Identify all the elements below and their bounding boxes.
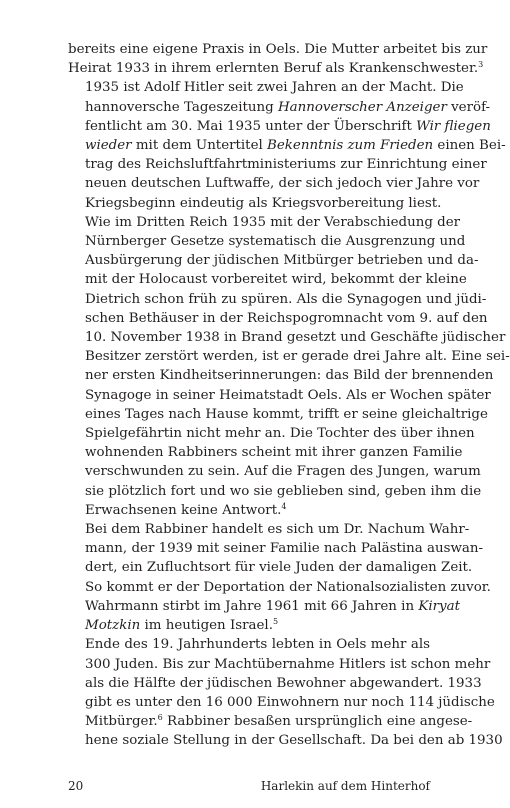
text-line	[68, 693, 495, 712]
text-run: Ende des 19. Jahrhunderts lebten in Oels mehr als	[85, 637, 430, 653]
text-line	[68, 78, 464, 97]
text-line	[68, 635, 430, 654]
text-run: Rabbiner besaßen ursprünglich eine angese-	[162, 714, 473, 730]
text-run: ner ersten Kindheitserinnerungen: das Bild der brennenden	[85, 368, 494, 384]
text-run: dert, ein Zufluchtsort für viele Juden der damaligen Zeit.	[85, 560, 473, 576]
text-line	[68, 482, 482, 501]
text-line	[68, 578, 491, 597]
text-line	[68, 501, 430, 520]
paragraph	[68, 78, 506, 212]
paragraph	[68, 40, 488, 78]
text-line	[68, 405, 488, 424]
footnote-marker: 4	[281, 501, 287, 511]
text-run: schen Bethäuser in der Reichspogromnacht vom 9. auf den	[85, 310, 488, 326]
italic-title: Kiryat	[418, 598, 460, 614]
text-line	[68, 731, 503, 750]
text-line	[68, 213, 461, 232]
text-line	[68, 443, 463, 462]
italic-title: Bekenntnis zum Frieden	[267, 138, 434, 154]
text-run: veröf-	[446, 99, 491, 115]
text-line	[68, 539, 484, 558]
text-line	[68, 712, 473, 731]
footnote-marker: 6	[157, 713, 163, 723]
text-run: neuen deutschen Luftwaffe, der sich jedoch vier Jahre vor	[85, 176, 480, 192]
running-title: Harlekin auf dem Hinterhof	[260, 779, 430, 793]
text-run: Wie im Dritten Reich 1935 mit der Verabschiedung der	[85, 214, 461, 230]
text-line	[68, 232, 466, 251]
paragraph	[68, 520, 491, 635]
text-run: im heutigen Israel.	[140, 618, 273, 634]
text-run: hannoversche Tageszeitung	[85, 99, 278, 115]
text-line	[68, 520, 470, 539]
text-line	[68, 155, 487, 174]
text-run: Spielgefährtin nicht mehr an. Die Tochter des über ihnen	[85, 426, 475, 442]
text-run: gibt es unter den 16 000 Einwohnern nur noch 114 jüdische	[85, 694, 495, 710]
text-run: Heirat 1933 in ihrem erlernten Beruf als Krankenschwester.	[68, 61, 479, 77]
text-line	[68, 597, 460, 616]
body-text	[68, 40, 510, 751]
text-run: 300 Juden. Bis zur Machtübernahme Hitlers ist schon mehr	[85, 656, 491, 672]
text-run: Ausbürgerung der jüdischen Mitbürger betrieben und da-	[85, 253, 479, 269]
italic-title: Hannoverscher Anzeiger	[277, 99, 447, 115]
text-run: einen Bei-	[433, 138, 506, 154]
text-run: 1935 ist Adolf Hitler seit zwei Jahren an der Macht. Die	[85, 80, 464, 96]
paragraph	[68, 635, 503, 750]
text-line	[68, 290, 487, 309]
text-run: trag des Reichsluftfahrtministeriums zur Einrichtung einer	[85, 157, 487, 173]
text-run: als die Hälfte der jüdischen Bewohner abgewandert. 1933	[85, 675, 482, 691]
text-run: Kriegsbeginn eindeutig als Kriegsvorbereitung liest.	[85, 195, 442, 211]
text-line	[68, 424, 475, 443]
text-line	[68, 655, 491, 674]
text-line	[68, 386, 491, 405]
text-line	[68, 59, 484, 78]
italic-title: Wir fliegen	[416, 118, 491, 134]
text-line	[68, 40, 488, 59]
text-line	[68, 309, 488, 328]
text-run: mann, der 1939 mit seiner Familie nach Palästina auswan-	[85, 541, 484, 557]
text-run: mit dem Untertitel	[131, 138, 268, 154]
text-line	[68, 558, 473, 577]
text-run: fentlicht am 30. Mai 1935 unter der Überschrift	[85, 118, 417, 134]
text-line	[68, 117, 491, 136]
text-run: Dietrich schon früh zu spüren. Als die Synagogen und jüdi-	[85, 291, 487, 307]
text-run: Nürnberger Gesetze systematisch die Ausgrenzung und	[85, 234, 466, 250]
text-run: wohnenden Rabbiners scheint mit ihrer ganzen Familie	[85, 445, 463, 461]
text-line	[68, 366, 494, 385]
page-number: 20	[68, 779, 84, 793]
text-line	[68, 347, 510, 366]
footnote-marker: 3	[478, 60, 484, 70]
text-run: So kommt er der Deportation der Nationalsozialisten zuvor.	[85, 579, 491, 595]
text-run: mit der Holocaust vorbereitet wird, bekommt der kleine	[85, 272, 467, 288]
text-line	[68, 462, 481, 481]
text-run: Erwachsenen keine Antwort.	[85, 502, 282, 518]
text-run: Mitbürger.	[85, 714, 158, 730]
text-run: verschwunden zu sein. Auf die Fragen des Jungen, warum	[85, 464, 481, 480]
text-run: Besitzer zerstört werden, ist er gerade drei Jahre alt. Eine sei-	[85, 349, 510, 365]
text-line	[68, 674, 482, 693]
text-line	[68, 270, 467, 289]
text-run: eines Tages nach Hause kommt, trifft er seine gleichaltrige	[85, 406, 488, 422]
text-run: hene soziale Stellung in der Gesellschaft. Da bei den ab 1930	[85, 733, 503, 749]
text-line	[68, 251, 479, 270]
paragraph	[68, 213, 510, 520]
italic-title: Motzkin	[85, 618, 141, 634]
text-run: bereits eine eigene Praxis in Oels. Die Mutter arbeitet bis zur	[68, 42, 488, 57]
text-run: 10. November 1938 in Brand gesetzt und Geschäfte jüdischer	[85, 330, 506, 346]
text-run: Wahrmann stirbt im Jahre 1961 mit 66 Jahren in	[85, 598, 419, 614]
text-run: Bei dem Rabbiner handelt es sich um Dr. Nachum Wahr-	[85, 522, 470, 538]
text-line	[68, 98, 491, 117]
footnote-marker: 5	[272, 617, 279, 627]
text-line	[68, 328, 506, 347]
text-line	[68, 194, 442, 213]
page-footer	[68, 778, 430, 794]
text-run: sie plötzlich fort und wo sie geblieben sind, geben ihm die	[85, 483, 482, 499]
text-line	[68, 174, 480, 193]
text-line	[68, 616, 430, 635]
italic-title: wieder	[85, 138, 132, 154]
text-line	[68, 136, 506, 155]
text-run: Synagoge in seiner Heimatstadt Oels. Als er Wochen später	[85, 387, 491, 403]
